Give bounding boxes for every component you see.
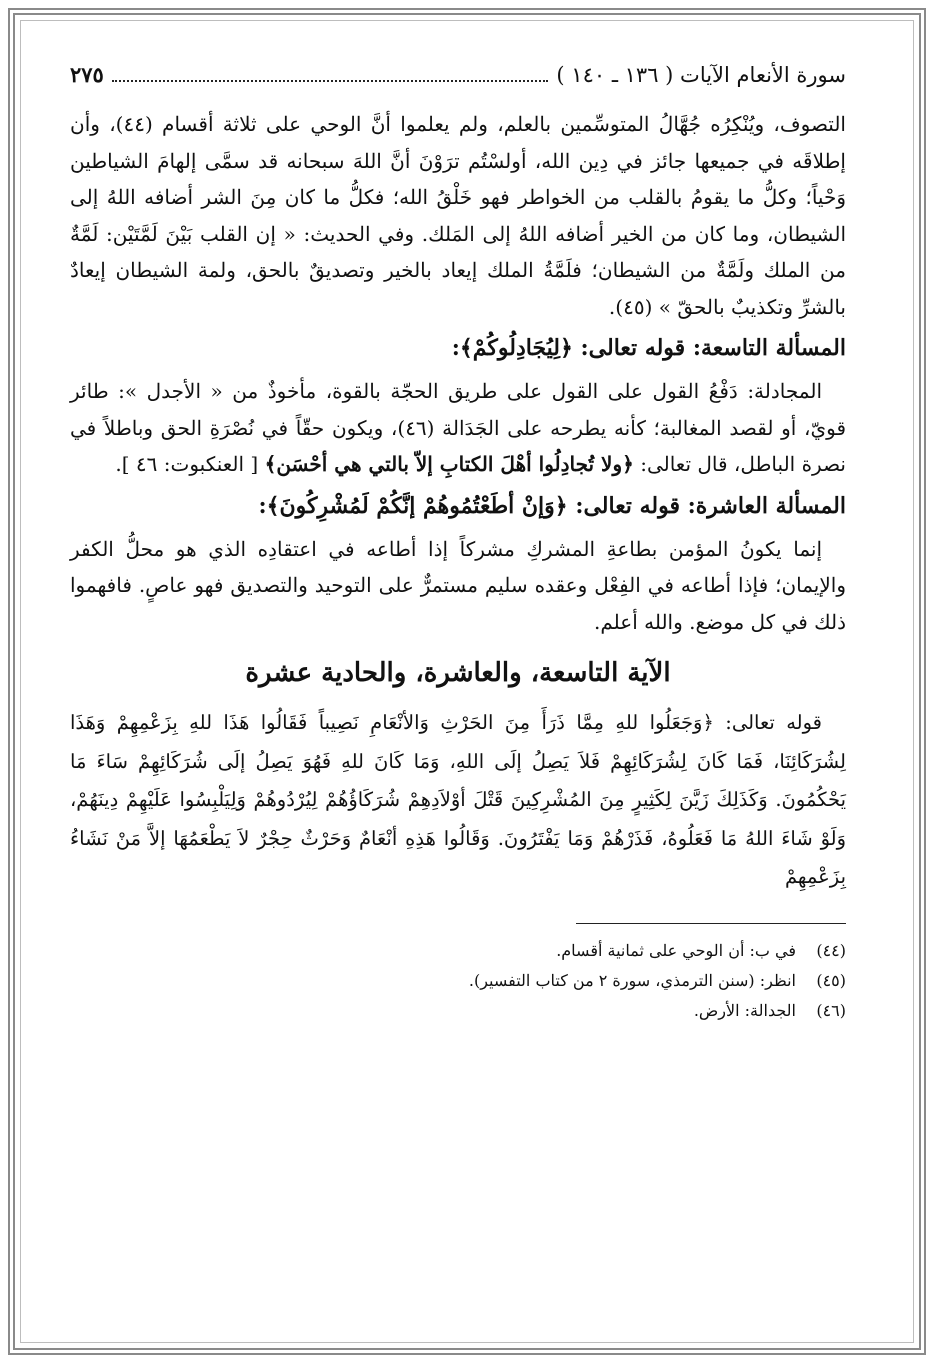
section-title: الآية التاسعة، والعاشرة، والحادية عشرة [245, 658, 671, 688]
footnote-number: (٤٥) [816, 970, 846, 990]
footnote-item [70, 936, 846, 966]
header-title: سورة الأنعام الآيات ( ١٣٦ ـ ١٤٠ ) [556, 63, 846, 87]
footnote-text: الجدالة: الأرض. [693, 1000, 796, 1020]
header-leader-dots [112, 79, 549, 82]
quran-reference: [ العنكبوت: ٤٦ ]. [115, 452, 259, 476]
paragraph-verses [70, 704, 846, 897]
footnote-item [70, 966, 846, 996]
paragraph-obedience: إنما يكونُ المؤمن بطاعةِ المشركِ مشركاً إذا أطاعه في اعتقادِه الذي هو محلُّ الكفر والإيمان؛ فإذا أطاعه في الفِعْل وعقده سليم مستمرٌّ على التوحيد والتصديق فهو عاصٍ. فافهموا ذلك في كل موضع. والله أعلم. [70, 536, 846, 634]
footnote-item [70, 996, 846, 1026]
page-number: ٢٧٥ [70, 62, 104, 87]
paragraph-mujadala [70, 373, 846, 483]
quran-verses-anam: ﴿وَجَعَلُوا للهِ مِمَّا ذَرَأَ مِنَ الحَرْثِ وَالأنْعَامِ نَصِيباً فَقَالُوا هَذَا للهِ بِزَعْمِهِمْ وَهَذَا لِشُرَكَائِنَا، فَمَا كَانَ لِشُرَكَائِهِمْ فَلاَ يَصِلُ إلَى اللهِ، وَمَا كَانَ للهِ فَهُوَ يَصِلُ إلَى شُرَكَائِهِمْ سَاءَ مَا يَحْكُمُونَ. وَكَذَلِكَ زَيَّنَ لِكَثِيرٍ مِنَ المُشْرِكِينَ قَتْلَ أوْلاَدِهِمْ شُرَكَاؤُهُمْ لِيُرْدُوهُمْ وَلِيَلْبِسُوا عَلَيْهِمْ دِينَهُمْ، وَلَوْ شَاءَ اللهُ مَا فَعَلُوهُ، فَذَرْهُمْ وَمَا يَفْتَرُونَ. وَقَالُوا هَذِهِ أنْعَامٌ وَحَرْثٌ حِجْرٌ لاَ يَطْعَمُهَا إلاَّ مَنْ نَشَاءُ بِزَعْمِهِمْ [70, 711, 846, 888]
quran-quote-ankabut: ﴿ولا تُجادِلُوا أهْلَ الكتابِ إلاّ بالتي هي أحْسَن﴾ [264, 452, 634, 476]
heading-ninth-issue: المسألة التاسعة: قوله تعالى: ﴿لِيُجَادِلُوكُمْ﴾: [451, 335, 846, 361]
running-header [70, 58, 846, 92]
footnote-text: انظر: (سنن الترمذي، سورة ٢ من كتاب التفسير). [468, 970, 796, 990]
footnote-text: في ب: أن الوحي على ثمانية أقسام. [556, 940, 796, 960]
heading-tenth-issue: المسألة العاشرة: قوله تعالى: ﴿وَإنْ أطَعْتُمُوهُمْ إنَّكُمْ لَمُشْرِكُونَ﴾: [258, 492, 846, 519]
footnotes [70, 936, 846, 1026]
verse-intro: قوله تعالى: [725, 711, 822, 734]
footnote-divider [576, 923, 846, 924]
book-page [70, 58, 846, 1026]
footnote-number: (٤٤) [816, 940, 846, 960]
footnote-number: (٤٦) [816, 1000, 846, 1020]
mujadala-text: المجادلة: دَفْعُ القول على القول على طريق الحجّة بالقوة، مأخوذٌ من « الأجدل »: طائر قويّ، أو لقصد المغالبة؛ كأنه يطرحه على الجَدَالة (٤٦)، ويكون حقّاً في نُصْرَةِ الحق وباطلاً في نصرة الباطل، قال تعالى: [70, 379, 847, 476]
paragraph-tasawwuf: التصوف، ويُنْكِرُه جُهَّالُ المتوسِّمين بالعلم، ولم يعلموا أنَّ الوحي على ثلاثة أقسام (٤٤)، وأن إطلاقَه في جميعها جائز في دِين الله، أولسْتُم ترَوْنَ أنَّ اللهَ سبحانه قد سمَّى إلهامَ الشياطين وَحْياً؛ وكلُّ ما يقومُ بالقلب من الخواطر فهو خَلْقُ الله؛ فكلُّ ما كان مِنَ الشر أضافه اللهُ إلى الشيطان، وما كان من الخير أضافه اللهُ إلى المَلك. وفي الحديث: « إن القلب بَيْنَ لَمَّتَيْن: لَمَّةٌ من الملك ولَمَّةٌ من الشيطان؛ فلَمَّةُ الملك إيعاد بالخير وتصديقٌ بالحق، ولمة الشيطان إيعادٌ بالشرِّ وتكذيبٌ بالحقّ » (٤٥). [70, 112, 846, 319]
